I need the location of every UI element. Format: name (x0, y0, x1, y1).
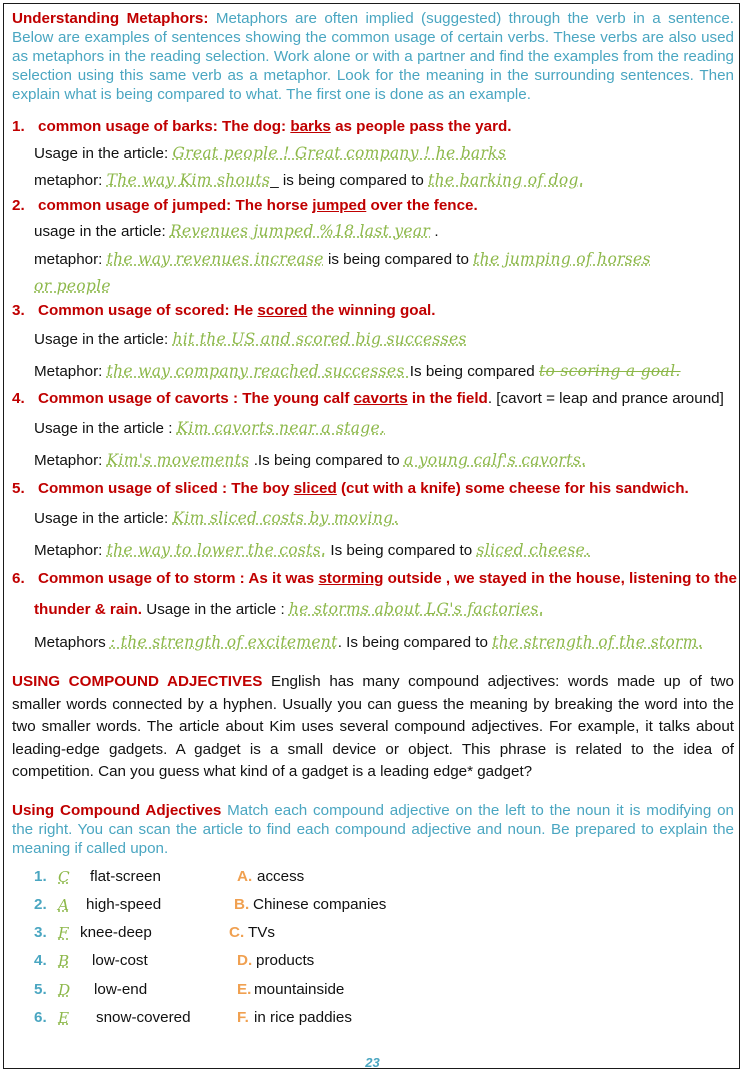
intro-paragraph (12, 9, 734, 104)
metaphor-answer: Kim's movements (106, 451, 250, 469)
usage-answer: Revenues jumped %18 last year (169, 222, 431, 240)
worksheet-page: Understanding Metaphors: Metaphors are often implied (suggested) through the verb in a sentence. Below are examples of sentences showing the common usage of certain verbs. These verbs are also used as metaphors in the reading selection. Work alone or with a partner and find the examples from the reading selection using this same verb as a metaphor. Look for the meaning in the surrounding sentences. Then explain what is being compared to what. The first one is done as an example. 1. common usage of barks: The dog: barks as people pass the yard. Usage in the article: Great people ! Great company ! he barks metaphor: The way Kim shouts_ is being compared to the barking of dog. 2. common usage of jumped: The horse jumped over the fence. usage in the article: Revenues jumped %18 last year . metaphor: the way revenues increase is being compared to the jumping of horses or people 3. Common usage of scored: He scored the winning goal. Usage in the article: hit the US and scored big successes Metaphor: the way company reached successes Is being compared to scoring a goal. 4. Common usage of cavorts : The young calf cavorts in the field. [cavort = leap and prance around] Usage in the article : Kim cavorts near a stage. Metaphor: Kim's movements .Is being compared to a young calf's cavorts. 5. Common usage of sliced : The boy sliced (cut with a knife) some cheese for his sandwich. Usage in the article: Kim sliced costs by moving. Metaphor: the way to lower the costs. Is being compared to sliced cheese. 6. Common usage of to storm : As it was storming outside , we stayed in the house, listening to the thunder & rain. Usage in the article : he storms about LG's factories. Metaphors : the strength of excitement. Is being compared to the strength of the storm. USING COMPOUND ADJECTIVES English has many compound adjectives: words made up of two smaller words connected by a hyphen. Usually you can guess the meaning by breaking the word into the two smaller words. The article about Kim uses several compound adjectives. For example, it talks about leading-edge gadgets. A gadget is a small device or object. This phrase is related to the idea of competition. Can you guess what kind of a gadget is a leading edge* gadget? Using Compound Adjectives Match each compound adjective on the left to the noun it is modifying on the right. You can scan the article to find each compound adjective and noun. Be prepared to explain the meaning if called upon. 1. C flat-screen A. access 2. A high-speed B. Chinese companies 3. F knee-deep C. TVs 4. B low-cost D. products 5. D low-end E. mountainside 6. E snow-covered F. in rice paddies 23 (3, 3, 740, 1069)
item-number: 1. (12, 118, 25, 135)
usage-answer: he storms about LG's factories. (288, 600, 544, 618)
item-2-heading: 2. common usage of jumped: The horse jumped over the fence. (12, 197, 478, 214)
matching-instructions: Using Compound Adjectives Match each compound adjective on the left to the noun it is modifying on the right. You can scan the article to find each compound adjective and noun. Be prepared to explain the meaning if called upon. (12, 802, 734, 857)
item-2-metaphor: metaphor: the way revenues increase is being compared to the jumping of horses (34, 250, 651, 268)
metaphor-answer: the way company reached successes (106, 362, 410, 380)
match-answer: E (58, 1009, 70, 1027)
item-4-metaphor: Metaphor: Kim's movements .Is being compared to a young calf's cavorts. (34, 451, 587, 469)
metaphor-answer: the way revenues increase (106, 250, 324, 268)
section-title: Using Compound Adjectives (12, 802, 222, 819)
section-title: USING COMPOUND ADJECTIVES (12, 673, 263, 690)
compared-answer: sliced cheese. (476, 541, 591, 559)
usage-answer: hit the US and scored big successes (172, 330, 467, 348)
match-answer: F (58, 924, 69, 942)
match-answer: A (58, 896, 69, 914)
match-answer: D (58, 981, 71, 999)
compared-answer: the strength of the storm. (492, 633, 703, 651)
intro-title: Understanding Metaphors: (12, 10, 209, 27)
item-2-metaphor-cont: or people (34, 277, 111, 295)
item-5-metaphor: Metaphor: the way to lower the costs. Is being compared to sliced cheese. (34, 541, 591, 559)
page-number: 23 (365, 1055, 380, 1070)
item-6-heading: 6. Common usage of to storm : As it was storming outside , we stayed in the house, listening to the (12, 570, 737, 587)
usage-answer: Kim cavorts near a stage. (176, 419, 386, 437)
compared-answer: the barking of dog. (428, 171, 584, 189)
item-1-usage: Usage in the article: Great people ! Great company ! he barks (34, 144, 507, 162)
metaphor-answer: : the strength of excitement (109, 633, 338, 651)
item-4-usage: Usage in the article : Kim cavorts near a stage. (34, 419, 386, 437)
item-3-metaphor: Metaphor: the way company reached successes Is being compared to scoring a goal. (34, 362, 681, 380)
usage-answer: Kim sliced costs by moving. (172, 509, 399, 527)
usage-answer: Great people ! Great company ! he barks (172, 144, 507, 162)
metaphor-answer: the way to lower the costs. (106, 541, 327, 559)
item-6-usage: thunder & rain. Usage in the article : he storms about LG's factories. (34, 600, 544, 618)
match-answer: C (58, 868, 70, 886)
intro-text: Metaphors are often implied (suggested) through the verb in a sentence. Below are examples of sentences showing the common usage of certain verbs. These verbs are also used as metaphors in the reading selection. Work alone or with a partner and find the examples from the reading selection using this same verb as a metaphor. Look for the meaning in the surrounding sentences. Then explain what is being compared to what. The first one is done as an example. (12, 10, 734, 103)
compared-answer: to scoring a goal. (538, 362, 681, 380)
item-3-usage: Usage in the article: hit the US and scored big successes (34, 330, 467, 348)
item-3-heading: 3. Common usage of scored: He scored the winning goal. (12, 302, 436, 319)
item-1-metaphor: metaphor: The way Kim shouts_ is being compared to the barking of dog. (34, 171, 584, 189)
item-5-heading: 5. Common usage of sliced : The boy sliced (cut with a knife) some cheese for his sandwich. (12, 480, 689, 497)
metaphor-answer: The way Kim shouts (106, 171, 271, 189)
match-answer: B (58, 952, 70, 970)
compared-answer: the jumping of horses (473, 250, 651, 268)
item-6-metaphor: Metaphors : the strength of excitement. Is being compared to the strength of the storm. (34, 633, 703, 651)
compound-adjectives-paragraph: USING COMPOUND ADJECTIVES English has many compound adjectives: words made up of two smaller words connected by a hyphen. Usually you can guess the meaning by breaking the word into the two smaller words. The article about Kim uses several compound adjectives. For example, it talks about leading-edge gadgets. A gadget is a small device or object. This phrase is related to the idea of competition. Can you guess what kind of a gadget is a leading edge* gadget? (12, 673, 735, 780)
item-4-heading: 4. Common usage of cavorts : The young calf cavorts in the field. [cavort = leap and prance around] (12, 390, 724, 407)
item-1-heading: 1. common usage of barks: The dog: barks as people pass the yard. (12, 118, 512, 135)
item-5-usage: Usage in the article: Kim sliced costs by moving. (34, 509, 399, 527)
compared-answer: a young calf's cavorts. (403, 451, 587, 469)
item-2-usage: usage in the article: Revenues jumped %18 last year . (34, 222, 439, 240)
